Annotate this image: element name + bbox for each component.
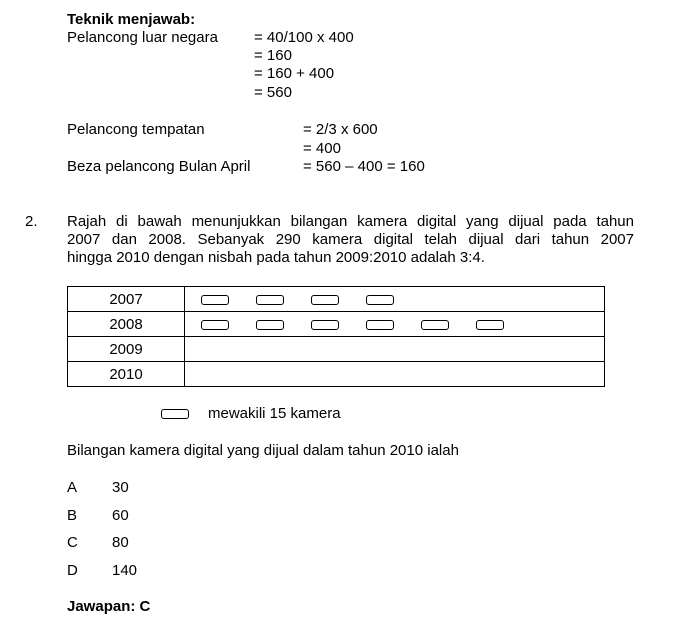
foreign-step: = 160 <box>254 47 292 64</box>
option-letter: A <box>67 479 78 496</box>
question-line: Rajah di bawah menunjukkan bilangan kamera digital yang dijual pada tahun <box>67 213 634 230</box>
question-prompt: Bilangan kamera digital yang dijual dalam tahun 2010 ialah <box>67 442 459 459</box>
camera-icon <box>256 320 284 330</box>
difference-value: = 560 – 400 = 160 <box>303 158 425 175</box>
difference-label: Beza pelancong Bulan April <box>67 158 251 175</box>
icon-cell <box>185 337 605 362</box>
icon-cell <box>185 312 605 337</box>
icon-cell <box>185 287 605 312</box>
option-letter: D <box>67 562 78 579</box>
foreign-step: = 560 <box>254 84 292 101</box>
camera-icon <box>476 320 504 330</box>
year-cell: 2010 <box>68 362 185 387</box>
camera-icon <box>201 320 229 330</box>
question-number: 2. <box>25 213 38 230</box>
icon-cell <box>185 362 605 387</box>
year-cell: 2009 <box>68 337 185 362</box>
option-value: 80 <box>112 534 129 551</box>
technique-heading: Teknik menjawab: <box>67 11 196 28</box>
pictograph-row <box>68 312 605 337</box>
pictograph-row <box>68 287 605 312</box>
pictograph-row <box>68 362 605 387</box>
local-tourist-label: Pelancong tempatan <box>67 121 205 138</box>
option-value: 60 <box>112 507 129 524</box>
camera-icon <box>366 320 394 330</box>
camera-icon <box>421 320 449 330</box>
legend-text: mewakili 15 kamera <box>208 405 341 422</box>
year-cell: 2007 <box>68 287 185 312</box>
option-letter: C <box>67 534 78 551</box>
answer-text: Jawapan: C <box>67 598 151 615</box>
pictograph-table <box>67 286 605 387</box>
option-letter: B <box>67 507 78 524</box>
camera-icon <box>256 295 284 305</box>
camera-icon <box>161 409 189 419</box>
local-step: = 2/3 x 600 <box>303 121 378 138</box>
foreign-step: = 40/100 x 400 <box>254 29 354 46</box>
question-line: 2007 dan 2008. Sebanyak 290 kamera digital telah dijual dari tahun 2007 <box>67 231 634 248</box>
local-step: = 400 <box>303 140 341 157</box>
pictograph-row <box>68 337 605 362</box>
question-line: hingga 2010 dengan nisbah pada tahun 2009:2010 adalah 3:4. <box>67 249 485 266</box>
camera-icon <box>311 320 339 330</box>
camera-icon <box>366 295 394 305</box>
camera-icon <box>201 295 229 305</box>
year-cell: 2008 <box>68 312 185 337</box>
foreign-tourist-label: Pelancong luar negara <box>67 29 218 46</box>
option-value: 30 <box>112 479 129 496</box>
question-text <box>67 213 634 267</box>
option-value: 140 <box>112 562 138 579</box>
camera-icon <box>311 295 339 305</box>
foreign-step: = 160 + 400 <box>254 65 335 82</box>
